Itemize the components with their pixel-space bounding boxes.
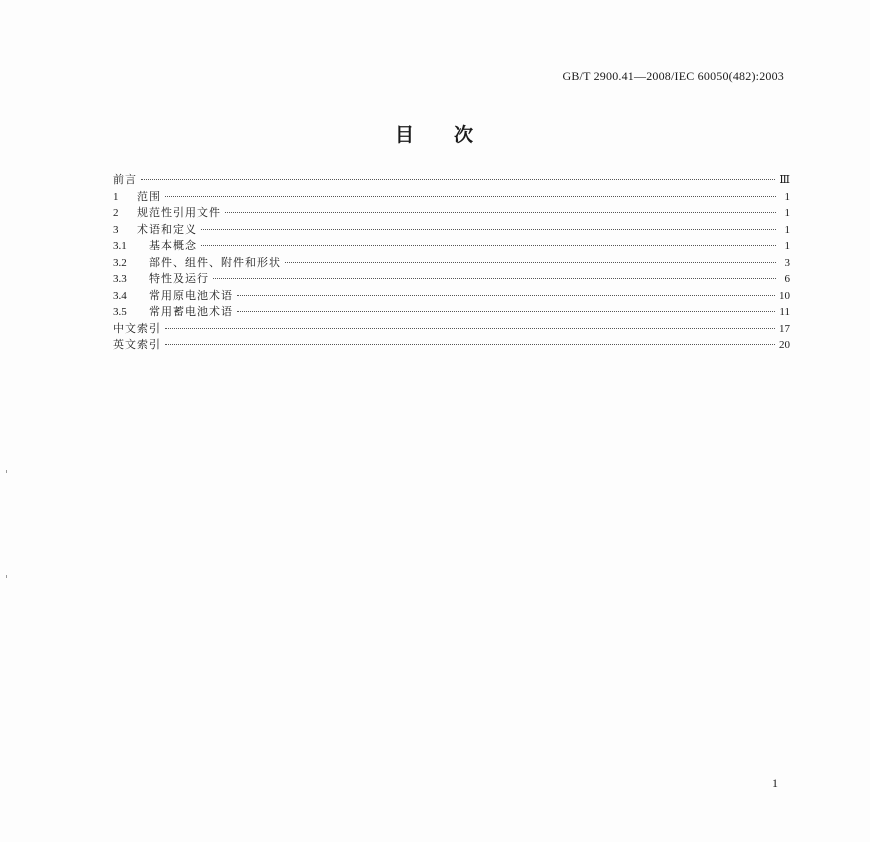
toc-entry-label: 基本概念 xyxy=(149,239,197,252)
toc-entry-label: 常用原电池术语 xyxy=(149,288,233,302)
table-of-contents xyxy=(113,172,790,354)
toc-entry-page: 20 xyxy=(779,339,790,351)
toc-entry-label: 部件、组件、附件和形状 xyxy=(149,255,281,269)
toc-entry-page: 1 xyxy=(784,223,790,236)
toc-entry-page: 6 xyxy=(784,273,790,285)
toc-entry-number: 3.5 xyxy=(113,306,127,318)
toc-entry-basic-concepts[interactable] xyxy=(113,238,790,255)
toc-entry-page: 17 xyxy=(779,322,790,335)
toc-entry-number: 2 xyxy=(113,207,119,219)
toc-entry-label: 特性及运行 xyxy=(149,272,209,285)
toc-leader-dots xyxy=(237,311,775,312)
toc-entry-number: 1 xyxy=(113,190,119,203)
toc-leader-dots xyxy=(165,196,776,197)
toc-entry-characteristics[interactable] xyxy=(113,271,790,288)
toc-entry-preface[interactable] xyxy=(113,172,790,189)
toc-leader-dots xyxy=(141,179,775,180)
toc-leader-dots xyxy=(225,212,776,213)
toc-entry-page: Ⅲ xyxy=(779,174,790,186)
toc-entry-primary-battery-terms[interactable] xyxy=(113,288,790,305)
toc-title-char-1: 目 xyxy=(394,124,416,146)
toc-leader-dots xyxy=(201,245,776,246)
toc-entry-label: 规范性引用文件 xyxy=(137,206,221,219)
toc-entry-english-index[interactable] xyxy=(113,337,790,354)
toc-leader-dots xyxy=(165,328,775,329)
toc-entry-number: 3.3 xyxy=(113,273,127,285)
toc-entry-page: 1 xyxy=(784,207,790,219)
scan-margin-mark xyxy=(6,470,7,473)
toc-entry-label: 前言 xyxy=(113,173,137,186)
toc-entry-number: 3.2 xyxy=(113,256,127,269)
toc-entry-components[interactable] xyxy=(113,255,790,272)
toc-entry-page: 11 xyxy=(779,306,790,318)
toc-entry-label: 常用蓄电池术语 xyxy=(149,305,233,318)
toc-leader-dots xyxy=(165,344,775,345)
toc-title xyxy=(0,120,870,147)
toc-entry-normative-references[interactable] xyxy=(113,205,790,222)
toc-entry-label: 中文索引 xyxy=(113,321,161,335)
scan-margin-mark xyxy=(6,575,7,578)
toc-leader-dots xyxy=(237,295,775,296)
toc-entry-page: 3 xyxy=(784,256,790,269)
toc-entry-label: 术语和定义 xyxy=(137,222,197,236)
toc-leader-dots xyxy=(285,262,776,263)
toc-entry-secondary-battery-terms[interactable] xyxy=(113,304,790,321)
toc-leader-dots xyxy=(213,278,776,279)
standard-code: GB/T 2900.41—2008/IEC 60050(482):2003 xyxy=(562,69,784,83)
toc-entry-page: 10 xyxy=(779,289,790,302)
toc-title-char-2: 次 xyxy=(454,124,476,146)
toc-entry-terms-definitions[interactable] xyxy=(113,222,790,239)
toc-entry-number: 3.1 xyxy=(113,240,127,252)
toc-entry-scope[interactable] xyxy=(113,189,790,206)
page-number: 1 xyxy=(772,776,778,790)
toc-entry-number: 3.4 xyxy=(113,289,127,302)
toc-leader-dots xyxy=(201,229,776,230)
toc-entry-label: 范围 xyxy=(137,189,161,203)
toc-entry-label: 英文索引 xyxy=(113,338,161,351)
toc-entry-page: 1 xyxy=(784,240,790,252)
toc-entry-page: 1 xyxy=(784,190,790,203)
toc-entry-number: 3 xyxy=(113,223,119,236)
toc-entry-chinese-index[interactable] xyxy=(113,321,790,338)
